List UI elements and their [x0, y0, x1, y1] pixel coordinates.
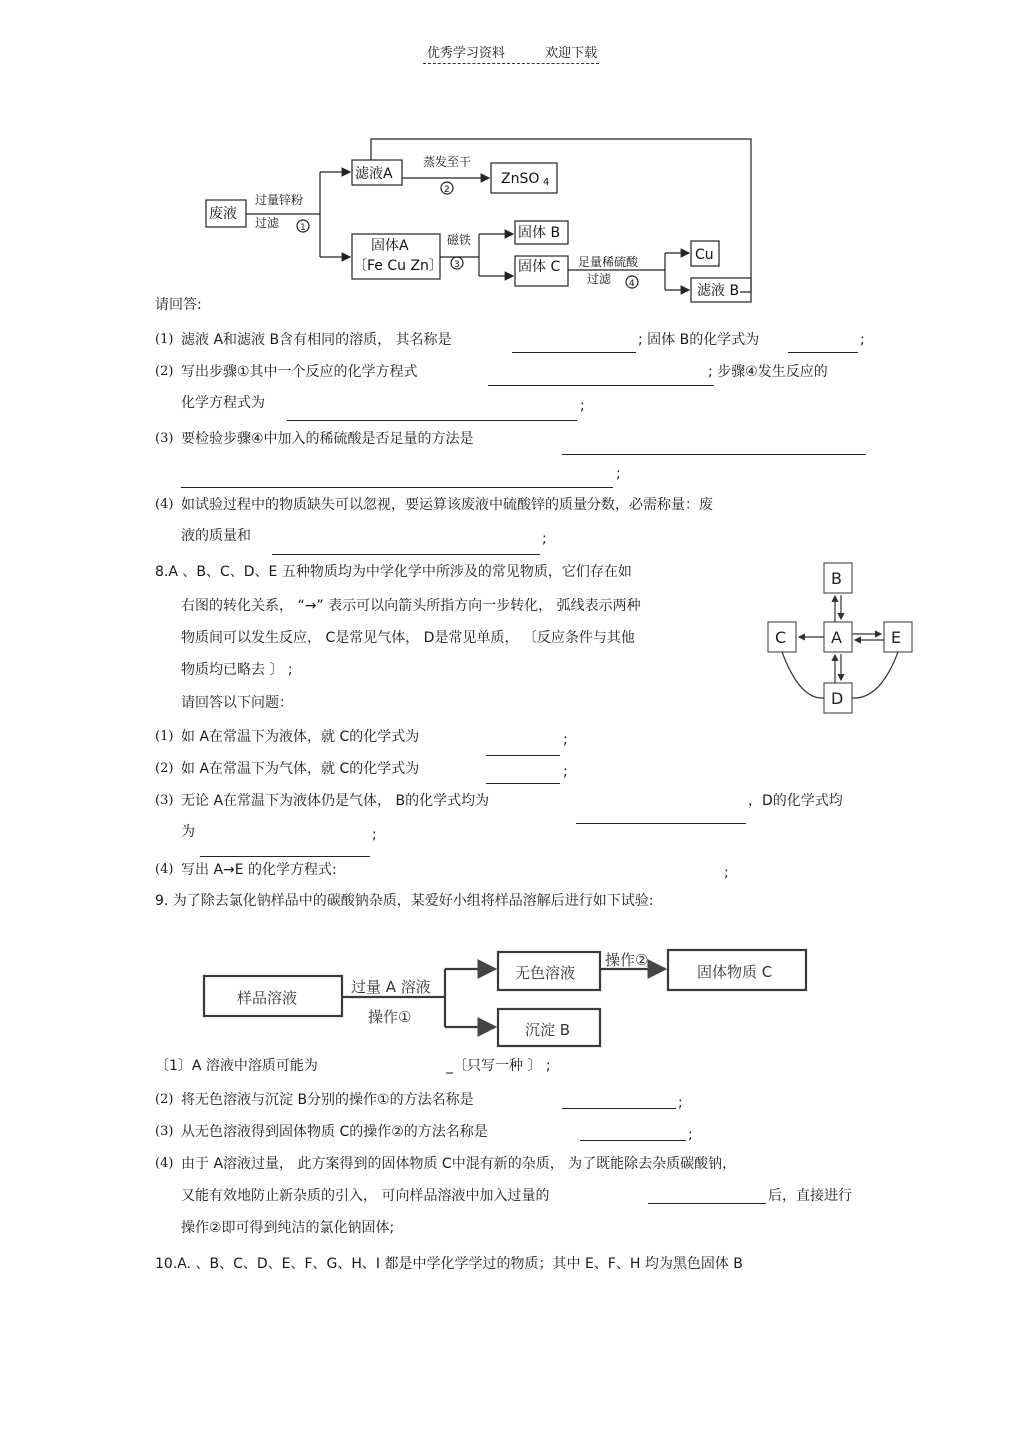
q7-1-blank-a[interactable] [512, 352, 636, 353]
q9-3-blank[interactable] [580, 1140, 686, 1141]
q9-2-text: 将无色溶液与沉淀 B分别的操作①的方法名称是 [181, 1092, 474, 1108]
label-precip: 沉淀 B [525, 1021, 571, 1039]
q7-3-blank-a[interactable] [562, 454, 866, 455]
label-waste: 废液 [209, 206, 237, 222]
q8-2-text: 如 A在常温下为气体，就 C的化学式为 [181, 761, 420, 777]
label-op2: 操作② [605, 951, 649, 969]
header-right: 欢迎下载 [545, 46, 598, 61]
q9-3-num: (3) [155, 1124, 174, 1139]
q7-3-text: 要检验步骤④中加入的稀硫酸是否足量的方法是 [181, 431, 474, 447]
q8-3-blank-d[interactable] [200, 856, 370, 857]
q7-2-text-c: 化学方程式为 [181, 395, 265, 411]
q8-2-blank[interactable] [486, 783, 560, 784]
q8-line5: 请回答以下问题： [181, 695, 293, 711]
q7-2-end: ; [580, 398, 585, 414]
q8-1-end: ; [563, 732, 568, 748]
header-divider [423, 63, 599, 64]
q8-4-num: (4) [155, 862, 174, 877]
label-acid: 足量稀硫酸 [578, 255, 639, 269]
node-a: A [831, 628, 842, 647]
q7-4-num: (4) [155, 497, 174, 512]
label-filtrate-b: 滤液 B [697, 283, 740, 299]
q9-4-text-d: 操作②即可得到纯洁的氯化钠固体; [181, 1220, 395, 1236]
label-circle3: 3 [454, 260, 460, 270]
q9-4-text-c: 后，直接进行 [768, 1188, 852, 1204]
q7-intro: 请回答: [155, 297, 202, 313]
header-left: 优秀学习资料 [426, 46, 505, 61]
q8-3-text: 无论 A在常温下为液体仍是气体， B的化学式均为 [181, 793, 490, 809]
page-header [0, 42, 1024, 61]
q7-2-text: 写出步骤①其中一个反应的化学方程式 [181, 364, 418, 380]
q7-1-end: ; [860, 332, 865, 348]
label-op4: 过滤 [587, 272, 612, 286]
label-filtrate-a: 滤液A [355, 166, 393, 182]
q8-1-text: 如 A在常温下为液体，就 C的化学式为 [181, 729, 420, 745]
q7-2-blank-a[interactable] [488, 385, 714, 386]
q8-1-blank[interactable] [486, 755, 560, 756]
q9-stem: 9. 为了除去氯化钠样品中的碳酸钠杂质，某爱好小组将样品溶解后进行如下试验: [155, 893, 654, 909]
q8-line2: 右图的转化关系， “→” 表示可以向箭头所指方向一步转化， 弧线表示两种 [181, 598, 641, 614]
label-solid-a-2: 〔Fe Cu Zn〕 [353, 258, 443, 274]
q7-4-end: ; [542, 531, 547, 547]
label-circle4: 4 [629, 279, 635, 289]
q9-3-end: ; [688, 1127, 693, 1143]
q7-3-end: ; [616, 466, 621, 482]
q8-1-num: (1) [155, 729, 174, 744]
q8-2-num: (2) [155, 761, 174, 776]
q10-line: 10.A. 、B、C、D、E、F、G、H、I 都是中学化学学过的物质；其中 E、F、H 均为黑色固体 B [155, 1256, 743, 1272]
q9-4-text-b: 又能有效地防止新杂质的引入， 可向样品溶液中加入过量的 [181, 1188, 550, 1204]
q8-line4: 物质均已略去 〕 ; [181, 662, 293, 678]
q8-4-end: ; [724, 865, 729, 881]
q9-4-blank[interactable] [648, 1203, 766, 1204]
label-solid-c: 固体物质 C [697, 963, 773, 981]
q9-1-text: 〔1〕A 溶液中溶质可能为 [155, 1058, 318, 1074]
node-c: C [775, 628, 787, 647]
label-colorless: 无色溶液 [515, 964, 576, 982]
q7-3-num: (3) [155, 431, 174, 446]
q8-relation-diagram [760, 560, 920, 720]
node-e: E [891, 628, 902, 647]
q8-3-end: ; [372, 827, 377, 843]
label-znso4-sub: 4 [543, 177, 550, 188]
label-circle1: 1 [300, 223, 306, 233]
label-reagent: 过量 A 溶液 [351, 978, 431, 996]
q8-2-end: ; [563, 764, 568, 780]
label-magnet: 磁铁 [447, 233, 472, 247]
q7-1-blank-b[interactable] [788, 352, 858, 353]
q7-3-blank-b[interactable] [181, 487, 613, 488]
q7-2-blank-b[interactable] [287, 420, 577, 421]
label-solid-a-1: 固体A [371, 238, 409, 254]
label-solid-b: 固体 B [518, 225, 561, 241]
node-d: D [831, 689, 844, 708]
q7-4-blank[interactable] [272, 554, 540, 555]
q7-1-num: (1) [155, 332, 174, 347]
q7-4-text-b: 液的质量和 [181, 528, 251, 544]
label-op1: 过滤 [255, 216, 280, 230]
q7-4-text: 如试验过程中的物质缺失可以忽视，要运算该废液中硫酸锌的质量分数，必需称量：废 [181, 497, 713, 513]
q8-3-blank-b[interactable] [576, 823, 746, 824]
label-reagent1: 过量锌粉 [255, 193, 304, 207]
q8-3-text-b: ，D的化学式均 [748, 793, 843, 809]
q9-1-end: _〔只写一种 〕 ; [446, 1058, 551, 1074]
q8-4-text: 写出 A→E 的化学方程式: [181, 862, 337, 878]
label-evap: 蒸发至干 [423, 155, 472, 169]
q9-4-text: 由于 A溶液过量， 此方案得到的固体物质 C中混有新的杂质， 为了既能除去杂质碳酸钠， [181, 1156, 737, 1172]
label-znso4: ZnSO [501, 171, 540, 187]
q8-3-text-c: 为 [181, 824, 195, 840]
q7-1-text: 滤液 A和滤液 B含有相同的溶质， 其名称是 [181, 332, 452, 348]
label-cu: Cu [695, 247, 714, 263]
label-solid-c: 固体 C [518, 259, 561, 275]
q7-2-text-b: ; 步骤④发生反应的 [708, 364, 828, 380]
q9-2-num: (2) [155, 1092, 174, 1107]
waste-liquid-flowchart [195, 130, 765, 310]
q9-3-text: 从无色溶液得到固体物质 C的操作②的方法名称是 [181, 1124, 488, 1140]
q9-4-num: (4) [155, 1156, 174, 1171]
label-sample: 样品溶液 [237, 989, 298, 1007]
q9-2-end: ; [678, 1095, 683, 1111]
q8-line1: 8.A 、B、C、D、E 五种物质均为中学化学中所涉及的常见物质，它们存在如 [155, 564, 632, 580]
q8-line3: 物质间可以发生反应， C是常见气体， D是常见单质， 〔反应条件与其他 [181, 630, 635, 646]
q7-1-text-b: ; 固体 B的化学式为 [638, 332, 760, 348]
q7-2-num: (2) [155, 364, 174, 379]
q9-flowchart [195, 945, 815, 1055]
node-b: B [831, 569, 842, 588]
label-circle2: 2 [444, 185, 450, 195]
q8-3-num: (3) [155, 793, 174, 808]
label-op1: 操作① [368, 1008, 412, 1026]
q9-2-blank[interactable] [562, 1108, 676, 1109]
